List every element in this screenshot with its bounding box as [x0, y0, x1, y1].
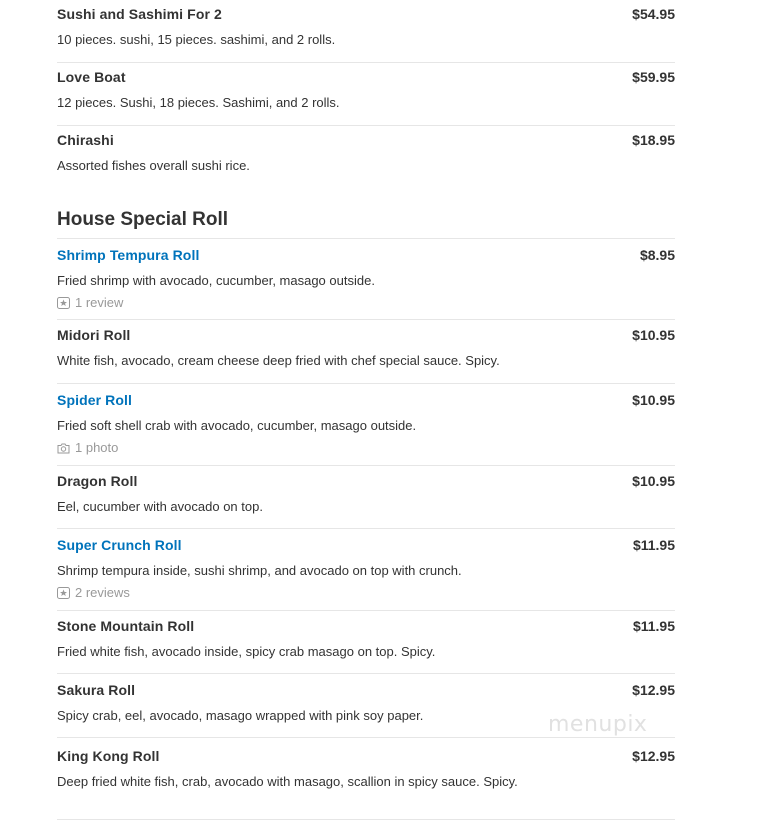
item-description: 10 pieces. sushi, 15 pieces. sashimi, and 2 rolls. [57, 32, 336, 47]
item-description: Fried white fish, avocado inside, spicy crab masago on top. Spicy. [57, 644, 436, 659]
item-name: King Kong Roll [57, 748, 160, 764]
item-description: Spicy crab, eel, avocado, masago wrapped with pink soy paper. [57, 708, 424, 723]
item-name: Dragon Roll [57, 473, 138, 489]
photo-link[interactable] [57, 440, 675, 455]
item-description: Fried soft shell crab with avocado, cucumber, masago outside. [57, 418, 417, 433]
review-icon [57, 297, 70, 309]
item-price: $10.95 [632, 473, 675, 489]
item-name: Sushi and Sashimi For 2 [57, 6, 222, 22]
item-name-link[interactable]: Shrimp Tempura Roll [57, 247, 200, 263]
menu-item [57, 384, 675, 466]
item-name: Sakura Roll [57, 682, 136, 698]
item-name: Midori Roll [57, 327, 131, 343]
menu-item [57, 0, 675, 63]
item-price: $11.95 [632, 618, 675, 634]
item-price: $12.95 [632, 682, 675, 698]
menu-item [57, 529, 675, 611]
item-price: $10.95 [632, 392, 675, 408]
item-price: $10.95 [632, 327, 675, 343]
section-title: House Special Roll [57, 209, 229, 230]
watermark-logo: menupix [548, 712, 648, 737]
item-price: $8.95 [639, 247, 675, 263]
item-description: Deep fried white fish, crab, avocado with masago, scallion in spicy sauce. Spicy. [57, 774, 518, 789]
item-description: Assorted fishes overall sushi rice. [57, 158, 250, 173]
review-icon [57, 587, 70, 599]
review-link[interactable] [57, 295, 675, 310]
item-price: $11.95 [632, 537, 675, 553]
item-price: $18.95 [632, 132, 675, 148]
item-price: $59.95 [632, 69, 675, 85]
menu-item [57, 611, 675, 674]
menu-list [57, 0, 675, 820]
section-header [57, 194, 675, 238]
item-description: 12 pieces. Sushi, 18 pieces. Sashimi, and 2 rolls. [57, 95, 340, 110]
item-name: Love Boat [57, 69, 126, 85]
menu-item [57, 126, 675, 194]
item-description: Shrimp tempura inside, sushi shrimp, and avocado on top with crunch. [57, 563, 462, 578]
item-name: Stone Mountain Roll [57, 618, 195, 634]
item-description: White fish, avocado, cream cheese deep fried with chef special sauce. Spicy. [57, 353, 500, 368]
review-count: 2 reviews [75, 585, 130, 600]
menu-item [57, 320, 675, 384]
item-description: Eel, cucumber with avocado on top. [57, 499, 263, 514]
item-price: $12.95 [632, 748, 675, 764]
item-name-link[interactable]: Super Crunch Roll [57, 537, 182, 553]
item-description: Fried shrimp with avocado, cucumber, masago outside. [57, 273, 375, 288]
menu-item [57, 738, 675, 820]
camera-icon [57, 442, 70, 454]
review-count: 1 review [75, 295, 124, 310]
item-name: Chirashi [57, 132, 114, 148]
menu-item [57, 239, 675, 320]
item-price: $54.95 [632, 6, 675, 22]
item-name-link[interactable]: Spider Roll [57, 392, 132, 408]
photo-count: 1 photo [75, 440, 119, 455]
menu-item [57, 466, 675, 529]
review-link[interactable] [57, 585, 675, 600]
menu-item [57, 63, 675, 126]
